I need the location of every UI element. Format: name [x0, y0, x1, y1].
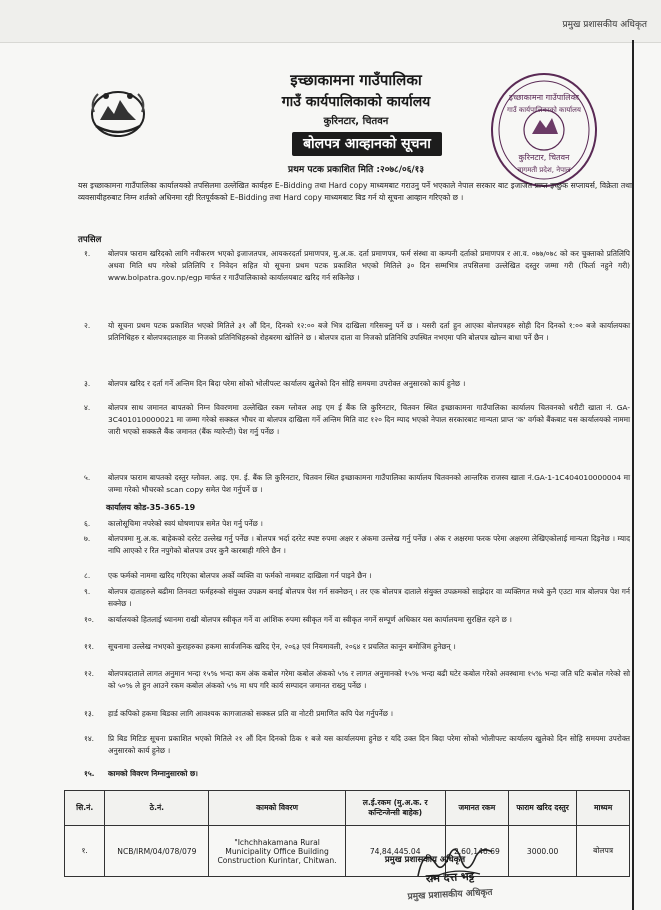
- item-text: कालोसूचिमा नपरेको स्वयं घोषणापत्र समेत पेश गर्नु पर्नेछ ।: [108, 519, 263, 528]
- item-text: एक फर्मको नाममा खरिद गरिएका बोलपत्र अर्को व्यक्ति वा फर्मको नामबाट दाखिला गर्न पाइने छैन ।: [108, 571, 372, 580]
- signatory-title: प्रमुख प्रशासकीय अधिकृत: [384, 855, 466, 865]
- item-text: प्रि बिड मिटिङ सूचना प्रकाशित भएको मितिले २१ औं दिन दिनको ठिक १ बजे यस कार्यालयमा हुनेछ र यदि उक्त दिन बिदा परेमा सोको भोलीपल्ट कार्यालय खुलेको दिन सोहि समयमा उपरोक्त अनुसारको कार्य हुनेछ ।: [108, 734, 630, 755]
- table-header-row: [65, 791, 630, 826]
- signatory-stamp-title: प्रमुख प्रशासकीय अधिकृत: [407, 887, 493, 903]
- top-strip: [0, 0, 661, 43]
- col-header-form-fee: फाराम खरिद दस्तुर: [509, 791, 577, 826]
- list-item: [86, 708, 630, 720]
- list-item: [86, 402, 630, 437]
- list-item: [86, 248, 630, 283]
- item-number: ३.: [84, 379, 91, 388]
- cell-description: "Ichchhakamana Rural Municipality Office Building Construction Kurintar, Chitwan.: [209, 826, 345, 877]
- item-text: कामको विवरण निम्नानुसारको छ।: [108, 769, 198, 778]
- table-row: [65, 826, 630, 877]
- office-address: कुरिनटार, चितवन: [323, 116, 389, 127]
- nepal-emblem-logo: [86, 82, 150, 142]
- list-item: [86, 668, 630, 692]
- item-number: ८.: [84, 571, 91, 580]
- page-edge-line: [632, 40, 634, 910]
- cell-cost-estimate: 74,84,445.04: [345, 826, 445, 877]
- seal-line2: गाउँ कार्यपालिकाको कार्यालय: [507, 106, 581, 114]
- list-item: [86, 586, 630, 610]
- org-name: इच्छाकामना गाउँपालिका: [290, 71, 422, 89]
- notice-banner: बोलपत्र आव्हानको सूचना: [292, 132, 442, 156]
- item-number: ६.: [84, 519, 91, 528]
- seal-line1: इच्छाकामना गाउँपालिका: [509, 93, 579, 102]
- item-text: बोलपत्र फाराम बापतको दस्तुर ग्लोवल. आइ. एम. ई. बैंक लि कुरिनटार, चितवन स्थित इच्छाकामना गाउँपालिका कार्यालय चितवनको आन्तरिक राजस्व खाता नं.GA-1-1C404010000004 मा जम्मा गरेको भौचरको scan copy समेत पेश गर्नुपर्ने छ ।: [108, 473, 630, 494]
- item-text: बोलपत्रमा मु.अ.क. बाहेकको दररेट उल्लेख गर्नु पर्नेछ । बोलपत्र भर्दा दररेट स्पष्ट रुपमा अक्षर र अंकमा उल्लेख गर्नु पर्नेछ । अंक र अक्षरमा फरक परेमा अक्षरमा लेखिएकोलाई मान्यता दिइनेछ । म्याद नाघि आएको र रित नपुगेको बोलपत्र उपर कुनै कारबाही गरिने छैन ।: [108, 534, 630, 555]
- col-header-contract-no: ठे.नं.: [105, 791, 209, 826]
- intro-paragraph: यस इच्छाकामना गाउँपालिका कार्यालयको तपसिलमा उल्लेखित कार्यहरु E–Bidding तथा Hard copy माध्यमबाट गराउनु पर्ने भएकाले नेपाल सरकार बाट इजाजत प्राप्त इच्छुक सप्लायर्स, विक्रेता तथा व्यवसायीहरुबाट निम्न शर्तको अधिनमा रही रितपूर्वकको E–Bidding तथा Hard copy माध्यमबाट बिड गर्न यो सूचना आव्हान गरिएको छ ।: [78, 181, 632, 202]
- col-header-sn: सि.नं.: [65, 791, 105, 826]
- notice-page: [76, 58, 632, 908]
- list-item: [86, 614, 630, 626]
- cell-form-fee: 3000.00: [509, 826, 577, 877]
- item-text: बोलपत्रदाताले लागत अनुमान भन्दा १५% भन्दा कम अंक कबोल गरेमा कबोल अंकको ५% र लागत अनुमानको १५% भन्दा बढी घटेर कबोल गरेको अवस्थामा १५% भन्दा जति घटि कबोल गरेको सो को ५०% ले हुन आउने रकम कबोल अंकको ५% मा थप गरि कार्य सम्पादन जमानत राख्नु पर्नेछ ।: [108, 669, 630, 690]
- col-header-bid-security: जमानत रकम: [445, 791, 508, 826]
- cell-contract-no: NCB/IRM/04/078/079: [105, 826, 209, 877]
- item-number: १२.: [84, 669, 95, 678]
- list-item: [86, 570, 630, 582]
- signatory-name: राम दत्त भट्ट: [425, 869, 475, 886]
- item-number: ९.: [84, 587, 91, 596]
- list-item: [86, 320, 630, 344]
- item-text: बोलपत्र खरिद र दर्ता गर्ने अन्तिम दिन बिदा परेमा सोको भोलीपल्ट कार्यालय खुलेको दिन सोहि समयमा उपरोक्त अनुसारको कार्य हुनेछ ।: [108, 379, 466, 388]
- office-code: कार्यालय कोड-35-365-19: [106, 503, 196, 512]
- list-item: [86, 378, 630, 390]
- publication-date: प्रथम पटक प्रकाशित मिति :२०७८/०६/१३: [287, 165, 425, 175]
- col-header-description: कामको विवरण: [209, 791, 345, 826]
- seal-line4: बागमती प्रदेश, नेपाल: [517, 166, 571, 174]
- cell-bid-security: 2,60,146.69: [445, 826, 508, 877]
- item-text: यो सूचना प्रथम पटक प्रकाशित भएको मितिले ३१ औं दिन, दिनको १२:०० बजे भित्र दाखिला गरिसक्नु पर्ने छ । यसरी दर्ता हुन आएका बोलपत्रहरु सोही दिन दिनको १:०० बजे कार्यालयका प्रतिनिधिहरु र बोलपत्रदाताहरु वा निजको प्रतिनिधिहरुको रोहबरमा खोलिने छ । बोलपत्र दाता वा निजको प्रतिनिधि उपस्थित नभएमा पनि बोलपत्र खोल्न बाधा पर्ने छैन ।: [108, 321, 630, 342]
- cell-sn: १.: [65, 826, 105, 877]
- seal-line3: कुरिनटार, चितवन: [518, 153, 570, 162]
- item-number: १४.: [84, 734, 95, 743]
- item-number: १५.: [84, 769, 95, 778]
- section-title: तपसिल: [78, 235, 102, 245]
- cell-medium: बोलपत्र: [577, 826, 630, 877]
- item-number: ११.: [84, 642, 95, 651]
- list-item: [86, 733, 630, 757]
- list-item: [86, 768, 630, 780]
- list-item: [86, 641, 630, 653]
- item-number: ४.: [84, 403, 91, 412]
- item-number: ५.: [84, 473, 91, 482]
- item-text: बोलपत्र दाताहरुले बढीमा तिनवटा फर्महरुको संयुक्त उपक्रम बनाई बोलपत्र पेश गर्न सक्नेछन् । तर एक बोलपत्र दाताले संयुक्त उपक्रमको साझेदार वा व्यक्तिगत मध्ये कुनै एउटा मात्र बोलपत्र पेश गर्न सक्नेछ ।: [108, 587, 630, 608]
- col-header-cost-estimate: ल.ई.रकम (मु.अ.क. र कन्टिन्जेन्सी बाहेक): [345, 791, 445, 826]
- item-number: १३.: [84, 709, 95, 718]
- item-text: सूचनामा उल्लेख नभएको कुराहरुका हकमा सार्वजनिक खरिद ऐन, २०६३ एवं नियमावली, २०६४ र प्रचलित कानून बमोजिम हुनेछन् ।: [108, 642, 456, 651]
- list-item: [86, 533, 630, 557]
- top-strip-text: प्रमुख प्रशासकीय अधिकृत: [562, 20, 647, 30]
- item-number: १.: [84, 249, 91, 258]
- list-item: [86, 472, 630, 496]
- item-text: हार्ड कपिको हकमा बिडका लागि आवश्यक कागजातको सक्कल प्रति वा नोटरी प्रमाणित कपि पेश गर्नुपर्नेछ ।: [108, 709, 394, 718]
- item-number: १०.: [84, 615, 95, 624]
- item-text: बोलपत्र फाराम खरिदको लागि नवीकरण भएको इजाजतपत्र, आयकरदर्ता प्रमाणपत्र, मु.अ.क. दर्ता प्रमाणपत्र, फर्म संस्था वा कम्पनी दर्ताको प्रमाणपत्र र आ.व. ०७७/०७८ को कर चुक्ताको प्रतिलिपि अथवा मिति थप गरेको प्रतिलिपि र निवेदन सहित यो सूचना प्रथम पटक प्रकाशित भएको मितिले ३० दिन सम्मभित्र तपसिलमा उल्लेखित दस्तुर जम्मा गरी (फिर्ता नहुने गरी) www.bolpatra.gov.np/egp मार्फत र गाउँपालिकाको कार्यालयबाट खरिद गर्न सकिनेछ ।: [108, 249, 630, 282]
- office-name: गाउँ कार्यपालिकाको कार्यालय: [281, 94, 431, 110]
- list-item: [86, 518, 630, 530]
- item-number: ७.: [84, 534, 91, 543]
- item-text: बोलपत्र साथ जमानत बापतको निम्न विवरणमा उल्लेखित रकम ग्लोवल आइ एम ई बैंक लि कुरिनटार, चितवन स्थित इच्छाकामना गाउँपालिका कार्यालय चितवनको धरौटी खाता नं. GA-3C401010000021 मा जम्मा गरेको सक्कल भौचर वा बोलपत्र दाखिला गर्ने अन्तिम मिति वाट १२० दिन म्याद भएको नेपाल सरकारबाट मान्यता प्राप्त 'क' वर्गको बैंकबाट यस कार्यालयको नाममा जारी भएको सक्कलै बैंक जमानत (बैंक ग्यारेन्टी) पेश गर्नु पर्नेछ ।: [108, 403, 630, 436]
- item-text: कार्यालयको हितलाई ध्यानमा राखी बोलपत्र स्वीकृत गर्ने वा आंशिक रुपमा स्वीकृत गर्ने वा स्वीकृत नगर्ने सम्पूर्ण अधिकार यस कार्यालयमा सुरक्षित रहने छ ।: [108, 615, 512, 624]
- col-header-medium: माध्यम: [577, 791, 630, 826]
- item-number: २.: [84, 321, 91, 330]
